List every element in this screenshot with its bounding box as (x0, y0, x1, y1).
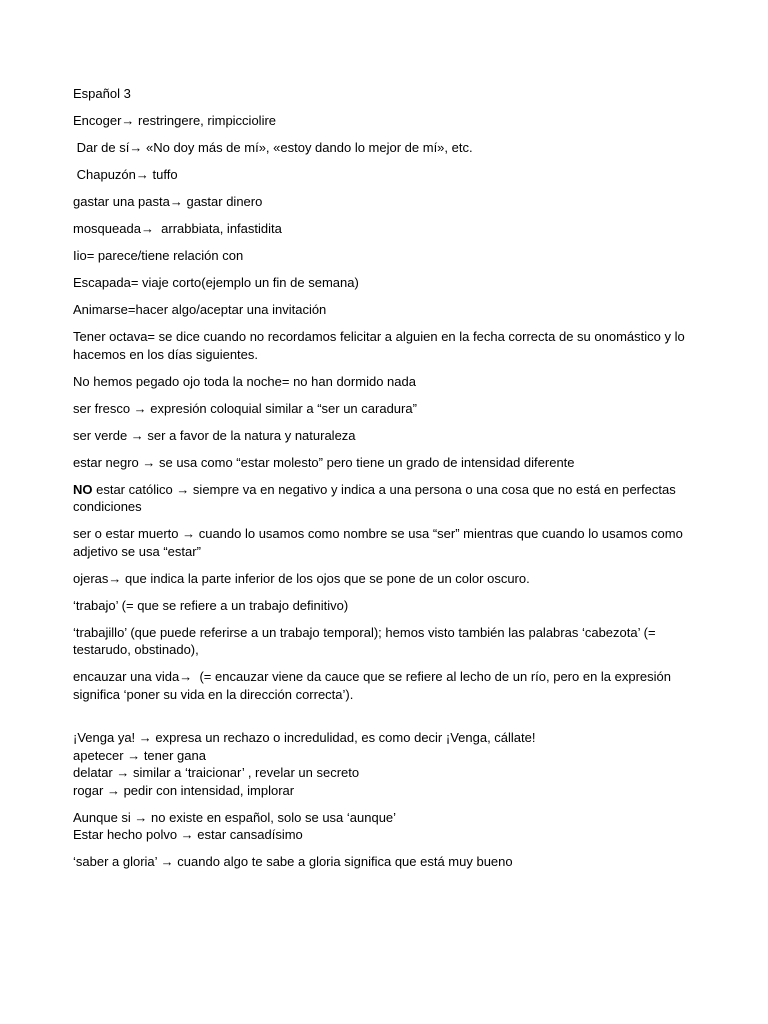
entry-trabajo: ‘trabajo’ (= que se refiere a un trabajo definitivo) (73, 597, 349, 613)
entry-iio: Iio= parece/tiene relación con (73, 248, 244, 263)
entry-chapuzon: Chapuzón→ tuffo (73, 167, 178, 182)
entry-delatar: delatar → similar a ‘traicionar’ , revelar un secreto (73, 765, 360, 780)
entry-encauzar: encauzar una vida→ (= encauzar viene da cauce que se refiere al lecho de un río, pero en la expresión significa ‘poner su vida en la dirección correcta’). (73, 669, 675, 702)
document-page (73, 85, 695, 880)
entry-tener-octava: Tener octava= se dice cuando no recordamos felicitar a alguien en la fecha correcta de su onomástico y lo hacemos en los días siguientes. (73, 329, 685, 362)
document-title: Español 3 (73, 86, 131, 101)
entry-no-catolico-bold: NO (73, 481, 93, 497)
entry-venga-ya: ¡Venga ya! → expresa un rechazo o incredulidad, es como decir ¡Venga, cállate! (73, 730, 536, 745)
entry-block-aunque (73, 809, 695, 844)
entry-trabajillo: ‘trabajillo’ (que puede referirse a un trabajo temporal); hemos visto también las palabras ‘cabezota’ (= testarudo, obstinado), (73, 624, 656, 657)
entry-ser-fresco: ser fresco → expresión coloquial similar a “ser un caradura” (73, 400, 417, 416)
entry-mosqueada: mosqueada→ arrabbiata, infastidita (73, 221, 282, 236)
entry-gastar-una-pasta: gastar una pasta→ gastar dinero (73, 194, 263, 209)
entry-block-venga (73, 729, 695, 799)
entry-dar-de-si: Dar de sí→ «No doy más de mí», «estoy dando lo mejor de mí», etc. (73, 140, 473, 155)
entry-apetecer: apetecer → tener gana (73, 747, 206, 763)
entry-aunque-si: Aunque si → no existe en español, solo se usa ‘aunque’ (73, 809, 397, 825)
entry-animarse: Animarse=hacer algo/aceptar una invitación (73, 302, 327, 317)
entry-estar-negro: estar negro → se usa como “estar molesto” pero tiene un grado de intensidad diferente (73, 454, 575, 470)
entry-no-catolico-text: estar católico → siempre va en negativo y indica a una persona o una cosa que no está en perfectas condiciones (73, 481, 676, 514)
entry-encoger: Encoger→ restringere, rimpicciolire (73, 113, 277, 128)
entry-rogar: rogar → pedir con intensidad, implorar (73, 782, 295, 798)
entry-saber-a-gloria: ‘saber a gloria’ → cuando algo te sabe a gloria significa que está muy bueno (73, 854, 513, 869)
entry-pegado-ojo: No hemos pegado ojo toda la noche= no han dormido nada (73, 373, 416, 389)
entry-no-catolico (73, 481, 695, 516)
entry-escapada: Escapada= viaje corto(ejemplo un fin de semana) (73, 275, 359, 290)
entry-hecho-polvo: Estar hecho polvo → estar cansadísimo (73, 827, 303, 842)
entry-ser-verde: ser verde → ser a favor de la natura y naturaleza (73, 427, 356, 443)
entry-ser-estar-muerto: ser o estar muerto → cuando lo usamos como nombre se usa “ser” mientras que cuando lo usamos como adjetivo se usa “estar” (73, 526, 683, 559)
entry-ojeras: ojeras→ que indica la parte inferior de los ojos que se pone de un color oscuro. (73, 570, 530, 586)
